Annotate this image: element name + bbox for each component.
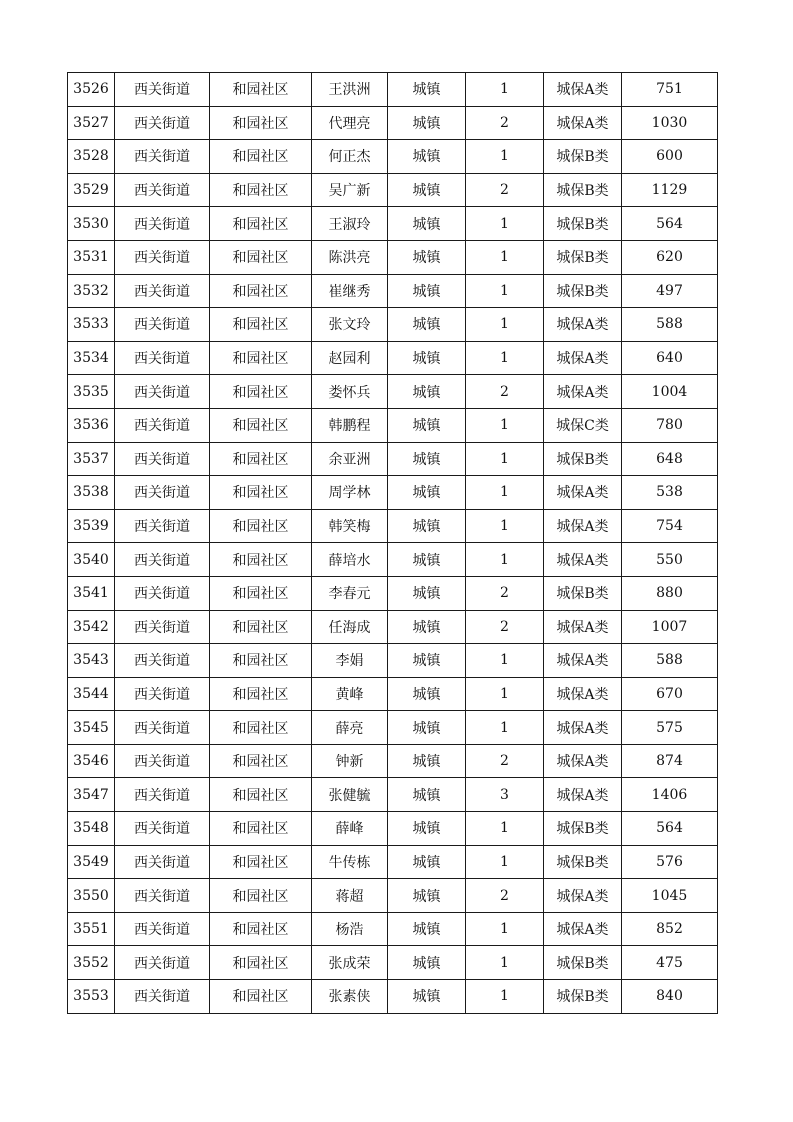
community-cell: 和园社区 xyxy=(210,476,312,510)
community-cell: 和园社区 xyxy=(210,946,312,980)
insurance-category-cell: 城保A类 xyxy=(544,778,622,812)
table-row xyxy=(68,240,718,274)
table-row xyxy=(68,576,718,610)
row-number-cell: 3551 xyxy=(68,912,115,946)
insurance-category-cell: 城保A类 xyxy=(544,73,622,107)
area-type-cell: 城镇 xyxy=(388,408,466,442)
row-number-cell: 3530 xyxy=(68,207,115,241)
street-cell: 西关街道 xyxy=(115,845,210,879)
amount-cell: 1045 xyxy=(622,879,718,913)
row-number-cell: 3553 xyxy=(68,980,115,1014)
amount-cell: 497 xyxy=(622,274,718,308)
amount-cell: 1406 xyxy=(622,778,718,812)
name-cell: 张素侠 xyxy=(312,980,388,1014)
area-type-cell: 城镇 xyxy=(388,73,466,107)
table-row xyxy=(68,946,718,980)
community-cell: 和园社区 xyxy=(210,140,312,174)
row-number-cell: 3538 xyxy=(68,476,115,510)
insurance-category-cell: 城保B类 xyxy=(544,576,622,610)
community-cell: 和园社区 xyxy=(210,711,312,745)
name-cell: 张健毓 xyxy=(312,778,388,812)
street-cell: 西关街道 xyxy=(115,476,210,510)
name-cell: 黄峰 xyxy=(312,677,388,711)
street-cell: 西关街道 xyxy=(115,980,210,1014)
community-cell: 和园社区 xyxy=(210,442,312,476)
community-cell: 和园社区 xyxy=(210,644,312,678)
household-count-cell: 1 xyxy=(466,442,544,476)
name-cell: 娄怀兵 xyxy=(312,375,388,409)
street-cell: 西关街道 xyxy=(115,106,210,140)
amount-cell: 670 xyxy=(622,677,718,711)
amount-cell: 852 xyxy=(622,912,718,946)
name-cell: 赵园利 xyxy=(312,341,388,375)
area-type-cell: 城镇 xyxy=(388,912,466,946)
street-cell: 西关街道 xyxy=(115,442,210,476)
insurance-category-cell: 城保B类 xyxy=(544,442,622,476)
table-row xyxy=(68,308,718,342)
name-cell: 何正杰 xyxy=(312,140,388,174)
community-cell: 和园社区 xyxy=(210,274,312,308)
household-count-cell: 1 xyxy=(466,408,544,442)
street-cell: 西关街道 xyxy=(115,140,210,174)
household-count-cell: 1 xyxy=(466,980,544,1014)
household-count-cell: 2 xyxy=(466,879,544,913)
community-cell: 和园社区 xyxy=(210,879,312,913)
amount-cell: 550 xyxy=(622,543,718,577)
name-cell: 王洪洲 xyxy=(312,73,388,107)
table-row xyxy=(68,912,718,946)
table-row xyxy=(68,442,718,476)
household-count-cell: 1 xyxy=(466,73,544,107)
row-number-cell: 3531 xyxy=(68,240,115,274)
insurance-category-cell: 城保C类 xyxy=(544,408,622,442)
household-count-cell: 1 xyxy=(466,476,544,510)
street-cell: 西关街道 xyxy=(115,274,210,308)
table-row xyxy=(68,778,718,812)
name-cell: 张文玲 xyxy=(312,308,388,342)
household-count-cell: 1 xyxy=(466,240,544,274)
area-type-cell: 城镇 xyxy=(388,173,466,207)
community-cell: 和园社区 xyxy=(210,341,312,375)
amount-cell: 620 xyxy=(622,240,718,274)
street-cell: 西关街道 xyxy=(115,375,210,409)
insurance-category-cell: 城保A类 xyxy=(544,375,622,409)
household-count-cell: 2 xyxy=(466,106,544,140)
insurance-category-cell: 城保A类 xyxy=(544,476,622,510)
table-row xyxy=(68,274,718,308)
name-cell: 余亚洲 xyxy=(312,442,388,476)
street-cell: 西关街道 xyxy=(115,677,210,711)
community-cell: 和园社区 xyxy=(210,240,312,274)
table-row xyxy=(68,744,718,778)
table-row xyxy=(68,140,718,174)
household-count-cell: 2 xyxy=(466,173,544,207)
area-type-cell: 城镇 xyxy=(388,946,466,980)
table-row xyxy=(68,408,718,442)
amount-cell: 780 xyxy=(622,408,718,442)
community-cell: 和园社区 xyxy=(210,207,312,241)
table-row xyxy=(68,879,718,913)
community-cell: 和园社区 xyxy=(210,308,312,342)
community-cell: 和园社区 xyxy=(210,173,312,207)
insurance-category-cell: 城保B类 xyxy=(544,140,622,174)
household-count-cell: 1 xyxy=(466,207,544,241)
amount-cell: 588 xyxy=(622,644,718,678)
name-cell: 牛传栋 xyxy=(312,845,388,879)
area-type-cell: 城镇 xyxy=(388,778,466,812)
household-count-cell: 1 xyxy=(466,308,544,342)
table-row xyxy=(68,207,718,241)
community-cell: 和园社区 xyxy=(210,543,312,577)
area-type-cell: 城镇 xyxy=(388,274,466,308)
row-number-cell: 3540 xyxy=(68,543,115,577)
row-number-cell: 3541 xyxy=(68,576,115,610)
amount-cell: 1007 xyxy=(622,610,718,644)
table-row xyxy=(68,509,718,543)
area-type-cell: 城镇 xyxy=(388,812,466,846)
name-cell: 薛峰 xyxy=(312,812,388,846)
household-count-cell: 1 xyxy=(466,140,544,174)
table-row xyxy=(68,341,718,375)
street-cell: 西关街道 xyxy=(115,207,210,241)
street-cell: 西关街道 xyxy=(115,610,210,644)
street-cell: 西关街道 xyxy=(115,711,210,745)
row-number-cell: 3534 xyxy=(68,341,115,375)
area-type-cell: 城镇 xyxy=(388,980,466,1014)
row-number-cell: 3552 xyxy=(68,946,115,980)
name-cell: 钟新 xyxy=(312,744,388,778)
amount-cell: 600 xyxy=(622,140,718,174)
row-number-cell: 3547 xyxy=(68,778,115,812)
name-cell: 代理亮 xyxy=(312,106,388,140)
area-type-cell: 城镇 xyxy=(388,576,466,610)
table-row xyxy=(68,173,718,207)
insurance-category-cell: 城保A类 xyxy=(544,744,622,778)
street-cell: 西关街道 xyxy=(115,644,210,678)
table-row xyxy=(68,644,718,678)
amount-cell: 1030 xyxy=(622,106,718,140)
name-cell: 蒋超 xyxy=(312,879,388,913)
amount-cell: 754 xyxy=(622,509,718,543)
table-row xyxy=(68,106,718,140)
area-type-cell: 城镇 xyxy=(388,711,466,745)
table-row xyxy=(68,711,718,745)
community-cell: 和园社区 xyxy=(210,576,312,610)
household-count-cell: 2 xyxy=(466,744,544,778)
household-count-cell: 1 xyxy=(466,946,544,980)
table-row xyxy=(68,476,718,510)
name-cell: 周学林 xyxy=(312,476,388,510)
community-cell: 和园社区 xyxy=(210,778,312,812)
insurance-category-cell: 城保A类 xyxy=(544,644,622,678)
insurance-category-cell: 城保A类 xyxy=(544,677,622,711)
name-cell: 薛亮 xyxy=(312,711,388,745)
street-cell: 西关街道 xyxy=(115,879,210,913)
name-cell: 韩笑梅 xyxy=(312,509,388,543)
insurance-category-cell: 城保B类 xyxy=(544,980,622,1014)
name-cell: 李娟 xyxy=(312,644,388,678)
household-count-cell: 2 xyxy=(466,610,544,644)
insurance-category-cell: 城保A类 xyxy=(544,341,622,375)
name-cell: 吴广新 xyxy=(312,173,388,207)
table-row xyxy=(68,73,718,107)
street-cell: 西关街道 xyxy=(115,73,210,107)
insurance-category-cell: 城保A类 xyxy=(544,879,622,913)
street-cell: 西关街道 xyxy=(115,308,210,342)
row-number-cell: 3539 xyxy=(68,509,115,543)
area-type-cell: 城镇 xyxy=(388,341,466,375)
insurance-category-cell: 城保B类 xyxy=(544,946,622,980)
amount-cell: 564 xyxy=(622,812,718,846)
table-row xyxy=(68,677,718,711)
area-type-cell: 城镇 xyxy=(388,644,466,678)
row-number-cell: 3544 xyxy=(68,677,115,711)
row-number-cell: 3535 xyxy=(68,375,115,409)
amount-cell: 751 xyxy=(622,73,718,107)
row-number-cell: 3545 xyxy=(68,711,115,745)
amount-cell: 575 xyxy=(622,711,718,745)
insurance-category-cell: 城保A类 xyxy=(544,610,622,644)
insurance-category-cell: 城保A类 xyxy=(544,308,622,342)
street-cell: 西关街道 xyxy=(115,240,210,274)
household-count-cell: 1 xyxy=(466,845,544,879)
street-cell: 西关街道 xyxy=(115,341,210,375)
household-count-cell: 1 xyxy=(466,644,544,678)
street-cell: 西关街道 xyxy=(115,946,210,980)
row-number-cell: 3537 xyxy=(68,442,115,476)
community-cell: 和园社区 xyxy=(210,912,312,946)
community-cell: 和园社区 xyxy=(210,845,312,879)
area-type-cell: 城镇 xyxy=(388,106,466,140)
insurance-category-cell: 城保A类 xyxy=(544,912,622,946)
community-cell: 和园社区 xyxy=(210,980,312,1014)
household-count-cell: 1 xyxy=(466,677,544,711)
name-cell: 杨浩 xyxy=(312,912,388,946)
street-cell: 西关街道 xyxy=(115,576,210,610)
household-count-cell: 1 xyxy=(466,341,544,375)
table-row xyxy=(68,543,718,577)
benefit-table xyxy=(67,72,718,1014)
row-number-cell: 3532 xyxy=(68,274,115,308)
insurance-category-cell: 城保A类 xyxy=(544,711,622,745)
table-row xyxy=(68,375,718,409)
area-type-cell: 城镇 xyxy=(388,207,466,241)
row-number-cell: 3526 xyxy=(68,73,115,107)
row-number-cell: 3542 xyxy=(68,610,115,644)
household-count-cell: 2 xyxy=(466,375,544,409)
community-cell: 和园社区 xyxy=(210,408,312,442)
community-cell: 和园社区 xyxy=(210,106,312,140)
area-type-cell: 城镇 xyxy=(388,240,466,274)
community-cell: 和园社区 xyxy=(210,812,312,846)
name-cell: 李春元 xyxy=(312,576,388,610)
community-cell: 和园社区 xyxy=(210,677,312,711)
street-cell: 西关街道 xyxy=(115,744,210,778)
table-row xyxy=(68,980,718,1014)
amount-cell: 874 xyxy=(622,744,718,778)
area-type-cell: 城镇 xyxy=(388,509,466,543)
table-body xyxy=(68,73,718,1014)
row-number-cell: 3550 xyxy=(68,879,115,913)
row-number-cell: 3549 xyxy=(68,845,115,879)
amount-cell: 840 xyxy=(622,980,718,1014)
insurance-category-cell: 城保B类 xyxy=(544,845,622,879)
community-cell: 和园社区 xyxy=(210,610,312,644)
row-number-cell: 3536 xyxy=(68,408,115,442)
row-number-cell: 3548 xyxy=(68,812,115,846)
street-cell: 西关街道 xyxy=(115,173,210,207)
insurance-category-cell: 城保B类 xyxy=(544,274,622,308)
row-number-cell: 3529 xyxy=(68,173,115,207)
area-type-cell: 城镇 xyxy=(388,442,466,476)
area-type-cell: 城镇 xyxy=(388,677,466,711)
row-number-cell: 3533 xyxy=(68,308,115,342)
area-type-cell: 城镇 xyxy=(388,879,466,913)
household-count-cell: 1 xyxy=(466,711,544,745)
area-type-cell: 城镇 xyxy=(388,476,466,510)
name-cell: 薛培水 xyxy=(312,543,388,577)
name-cell: 张成荣 xyxy=(312,946,388,980)
name-cell: 任海成 xyxy=(312,610,388,644)
area-type-cell: 城镇 xyxy=(388,744,466,778)
row-number-cell: 3527 xyxy=(68,106,115,140)
household-count-cell: 1 xyxy=(466,274,544,308)
street-cell: 西关街道 xyxy=(115,408,210,442)
community-cell: 和园社区 xyxy=(210,509,312,543)
community-cell: 和园社区 xyxy=(210,73,312,107)
row-number-cell: 3528 xyxy=(68,140,115,174)
insurance-category-cell: 城保B类 xyxy=(544,207,622,241)
row-number-cell: 3546 xyxy=(68,744,115,778)
street-cell: 西关街道 xyxy=(115,912,210,946)
area-type-cell: 城镇 xyxy=(388,610,466,644)
street-cell: 西关街道 xyxy=(115,543,210,577)
name-cell: 陈洪亮 xyxy=(312,240,388,274)
amount-cell: 538 xyxy=(622,476,718,510)
street-cell: 西关街道 xyxy=(115,812,210,846)
insurance-category-cell: 城保A类 xyxy=(544,543,622,577)
amount-cell: 588 xyxy=(622,308,718,342)
area-type-cell: 城镇 xyxy=(388,845,466,879)
area-type-cell: 城镇 xyxy=(388,543,466,577)
row-number-cell: 3543 xyxy=(68,644,115,678)
household-count-cell: 2 xyxy=(466,576,544,610)
insurance-category-cell: 城保A类 xyxy=(544,509,622,543)
amount-cell: 640 xyxy=(622,341,718,375)
household-count-cell: 1 xyxy=(466,509,544,543)
area-type-cell: 城镇 xyxy=(388,375,466,409)
table-row xyxy=(68,610,718,644)
household-count-cell: 1 xyxy=(466,912,544,946)
amount-cell: 475 xyxy=(622,946,718,980)
name-cell: 韩鹏程 xyxy=(312,408,388,442)
area-type-cell: 城镇 xyxy=(388,308,466,342)
amount-cell: 564 xyxy=(622,207,718,241)
table-row xyxy=(68,845,718,879)
community-cell: 和园社区 xyxy=(210,744,312,778)
name-cell: 崔继秀 xyxy=(312,274,388,308)
amount-cell: 576 xyxy=(622,845,718,879)
amount-cell: 880 xyxy=(622,576,718,610)
insurance-category-cell: 城保B类 xyxy=(544,240,622,274)
amount-cell: 1004 xyxy=(622,375,718,409)
name-cell: 王淑玲 xyxy=(312,207,388,241)
street-cell: 西关街道 xyxy=(115,778,210,812)
insurance-category-cell: 城保A类 xyxy=(544,106,622,140)
household-count-cell: 1 xyxy=(466,543,544,577)
street-cell: 西关街道 xyxy=(115,509,210,543)
amount-cell: 648 xyxy=(622,442,718,476)
community-cell: 和园社区 xyxy=(210,375,312,409)
insurance-category-cell: 城保B类 xyxy=(544,173,622,207)
insurance-category-cell: 城保B类 xyxy=(544,812,622,846)
household-count-cell: 1 xyxy=(466,812,544,846)
area-type-cell: 城镇 xyxy=(388,140,466,174)
amount-cell: 1129 xyxy=(622,173,718,207)
table-row xyxy=(68,812,718,846)
household-count-cell: 3 xyxy=(466,778,544,812)
